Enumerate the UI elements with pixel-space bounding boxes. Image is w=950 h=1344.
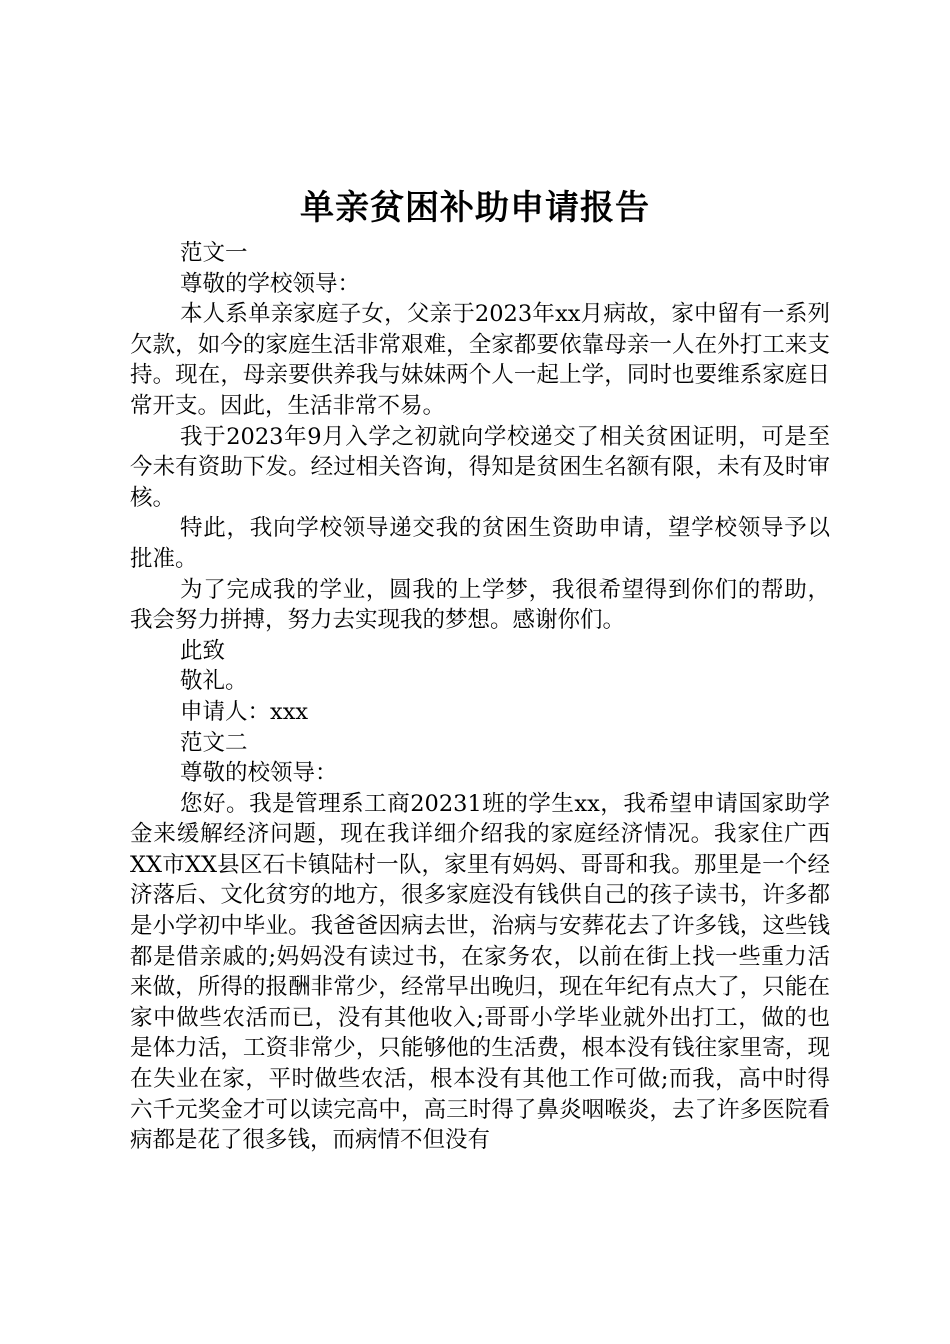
body-paragraph: 本人系单亲家庭子女，父亲于2023年xx月病故，家中留有一系列欠款，如今的家庭生活非常艰难，全家都要依靠母亲一人在外打工来支持。现在，母亲要供养我与妹妹两个人一起上学，同时也要维系家庭日常开支。因此，生活非常不易。 (130, 301, 830, 419)
body-paragraph: 您好。我是管理系工商20231班的学生xx，我希望申请国家助学金来缓解经济问题，现在我详细介绍我的家庭经济情况。我家住广西XX市XX县区石卡镇陆村一队，家里有妈妈、哥哥和我。那里是一个经济落后、文化贫穷的地方，很多家庭没有钱供自己的孩子读书，许多都是小学初中毕业。我爸爸因病去世，治病与安葬花去了许多钱，这些钱都是借亲戚的;妈妈没有读过书，在家务农，以前在街上找一些重力活来做，所得的报酬非常少，经常早出晚归，现在年纪有点大了，只能在家中做些农活而已，没有其他收入;哥哥小学毕业就外出打工，做的也是体力活，工资非常少，只能够他的生活费，根本没有钱往家里寄，现在失业在家，平时做些农活，根本没有其他工作可做;而我，高中时得六千元奖金才可以读完高中，高三时得了鼻炎咽喉炎，去了许多医院看病都是花了很多钱，而病情不但没有 (130, 790, 830, 1154)
body-paragraph: 特此，我向学校领导递交我的贫困生资助申请，望学校领导予以批准。 (130, 515, 830, 572)
document-title: 单亲贫困补助申请报告 (300, 188, 650, 228)
salutation-2: 尊敬的校领导： (180, 760, 338, 787)
salutation-1: 尊敬的学校领导： (180, 270, 361, 297)
section-heading-2: 范文二 (180, 729, 248, 756)
closing-line: 此致 (180, 637, 226, 664)
body-paragraph: 为了完成我的学业，圆我的上学梦，我很希望得到你们的帮助，我会努力拼搏，努力去实现我的梦想。感谢你们。 (130, 576, 830, 634)
section-heading-1: 范文一 (180, 240, 248, 266)
applicant-signature: 申请人：xxx (180, 698, 309, 725)
document-body (130, 238, 830, 1156)
body-paragraph: 我于2023年9月入学之初就向学校递交了相关贫困证明，可是至今未有资助下发。经过相关咨询，得知是贫困生名额有限，未有及时审核。 (130, 423, 830, 511)
closing-greeting: 敬礼。 (180, 668, 248, 695)
